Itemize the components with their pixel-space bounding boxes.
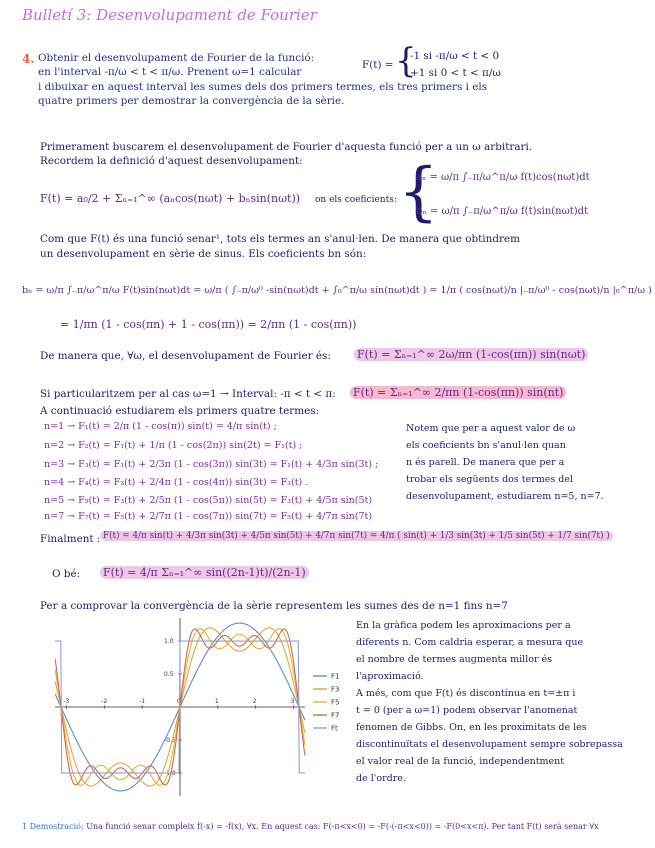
exercise-line-1: Obtenir el desenvolupament de Fourier de la funció: [38,52,315,64]
y-tick-label: -0.5 [164,736,176,744]
particular-text: Si particularitzem per al cas ω=1 → Interval: -π < t < π: [40,388,336,400]
footnote [22,822,599,831]
legend-label-f7: F7 [331,711,340,720]
an-formula: aₙ = ω/π ∫₋π/ω^π/ω f(t)cos(nωt)dt [416,172,590,183]
term-n1: n=1 → F₁(t) = 2/π (1 - cos(π)) sin(t) = 4/π sin(t) ; [44,421,277,432]
exercise-line-3: i dibuixar en aquest interval les sumes dels dos primers termes, els tres primers i els [38,81,488,93]
note-line-4: trobar els següents dos termes del [406,474,574,485]
term-n7: n=7 → F₇(t) = F₅(t) + 2/7π (1 - cos(7π)) sin(7t) = F₅(t) + 4/7π sin(7t) [44,511,373,522]
footnote-label: 1 Demostració: [22,822,84,831]
x-tick-label: 3 [290,698,295,705]
odd-line-1: Com que F(t) és una funció senar¹, tots els termes an s'anul·len. De manera que obtindrem [40,233,520,245]
obe-label: O bé: [52,568,81,580]
exercise-line-4: quatre primers per demostrar la convergència de la sèrie. [38,95,345,107]
bn-result: = 1/πn (1 - cos(πn) + 1 - cos(πn)) = 2/πn (1 - cos(πn)) [60,318,357,331]
convergence-note-8: discontinuïtats el desenvolupament sempre sobrepassa [356,739,623,750]
general-formula: F(t) = Σₙ₌₁^∞ 2ω/πn (1-cos(πn)) sin(nωt) [354,348,588,361]
bn-formula: bₙ = ω/π ∫₋π/ω^π/ω f(t)sin(nωt)dt [416,206,589,217]
intro-line-1: Primerament buscarem el desenvolupament de Fourier d'aquesta funció per a un ω arbitrari. [40,141,533,153]
coefficients-brace: { [398,155,439,229]
x-tick-label: 2 [252,698,257,705]
x-tick-label: 0 [177,698,181,705]
particular-formula: F(t) = Σₙ₌₁^∞ 2/πn (1-cos(πn)) sin(nt) [350,386,566,399]
odd-line-2: un desenvolupament en sèrie de sinus. Els coeficients bn són: [40,248,367,260]
term-n4: n=4 → F₄(t) = F₃(t) + 2/4π (1 - cos(4π)) sin(3t) = F₃(t) . [44,477,309,488]
piecewise-lhs: F(t) = [362,59,394,71]
convergence-note-2: diferents n. Com caldria esperar, a mesura que [356,637,584,648]
page-title: Bulletí 3: Desenvolupament de Fourier [22,6,317,24]
coefficients-label: on els coeficients: [315,195,397,205]
x-tick-label: 1 [214,698,219,705]
note-line-2: els coeficients bn s'anul·len quan [406,440,566,451]
piecewise-case-1: -1 si -π/ω < t < 0 [410,50,500,62]
exercise-line-2: en l'interval -π/ω < t < π/ω. Prenent ω=1 calcular [38,66,302,78]
final-label: Finalment : [40,533,101,545]
y-tick-label: 1.0 [164,638,174,646]
legend-label-ft: Ft [331,724,338,733]
convergence-note-10: de l'ordre. [356,773,406,784]
legend-label-f5: F5 [331,698,340,707]
fourier-convergence-chart [55,618,355,796]
convergence-note-7: fenomen de Gibbs. On, en les proximitats de les [356,722,587,733]
bn-calculation: bₙ = ω/π ∫₋π/ω^π/ω F(t)sin(nωt)dt = ω/π ( ∫₋π/ω⁰ -sin(nωt)dt + ∫₀^π/ω sin(nωt)dt ) = 1/π ( cos(nωt)/n |₋π/ω⁰ - cos(nωt)/n |₀^π/ω ) [22,285,652,296]
x-tick-label: -1 [139,698,146,705]
general-text: De manera que, ∀ω, el desenvolupament de Fourier és: [40,350,331,362]
piecewise-brace: { [395,41,417,81]
x-tick-label: -2 [101,698,108,705]
convergence-note-4: l'aproximació. [356,671,424,682]
x-tick-label: -3 [63,698,70,705]
y-tick-label: 0.5 [164,671,174,679]
study-text: A continuació estudiarem els primers quatre termes: [40,405,320,417]
note-line-5: desenvolupament, estudiarem n=5, n=7. [406,491,604,502]
footnote-text: Una funció senar compleix f(-x) = -f(x), ∀x. En aquest cas: F(-π<x<0) = -F(-(-π<x<0)) = -F(0<x<π). Per tant F(t) serà senar ∀x [86,822,599,831]
term-n5: n=5 → F₅(t) = F₃(t) + 2/5π (1 - cos(5π)) sin(5t) = F₃(t) + 4/5π sin(5t) [44,495,373,506]
note-line-1: Notem que per a aquest valor de ω [406,423,576,434]
term-n2: n=2 → F₂(t) = F₁(t) + 1/π (1 - cos(2π)) sin(2t) = F₁(t) ; [44,440,303,451]
convergence-note-5: A més, com que F(t) és discontínua en t=±π i [356,688,576,699]
convergence-note-6: t = 0 (per a ω=1) podem observar l'anomenat [356,705,578,716]
convergence-note-9: el valor real de la funció, independentment [356,756,565,767]
piecewise-case-2: +1 si 0 < t < π/ω [410,67,501,79]
intro-line-2: Recordem la definició d'aquest desenvolupament: [40,155,303,167]
exercise-number: 4. [22,52,35,66]
convergence-note-3: el nombre de termes augmenta millor és [356,654,553,665]
fourier-definition: F(t) = a₀/2 + Σₙ₌₁^∞ (aₙcos(nωt) + bₙsin(nωt)) [40,192,301,205]
convergence-note-1: En la gràfica podem les aproximacions per a [356,620,571,631]
y-tick-label: -1.0 [164,769,176,777]
legend-label-f3: F3 [331,685,340,694]
obe-formula: F(t) = 4/π Σₙ₌₁^∞ sin((2n-1)t)/(2n-1) [100,566,309,579]
term-n3: n=3 → F₃(t) = F₁(t) + 2/3π (1 - cos(3π)) sin(3t) = F₁(t) + 4/3π sin(3t) ; [44,459,379,470]
note-line-3: n és parell. De manera que per a [406,457,565,468]
convergence-text: Per a comprovar la convergència de la sèrie representem les sumes des de n=1 fins n=7 [40,600,508,612]
legend-label-f1: F1 [331,672,340,681]
final-formula: F(t) = 4/π sin(t) + 4/3π sin(3t) + 4/5π sin(5t) + 4/7π sin(7t) = 4/π ( sin(t) + 1/3 sin(3t) + 1/5 sin(5t) + 1/7 sin(7t) ) [100,531,613,541]
